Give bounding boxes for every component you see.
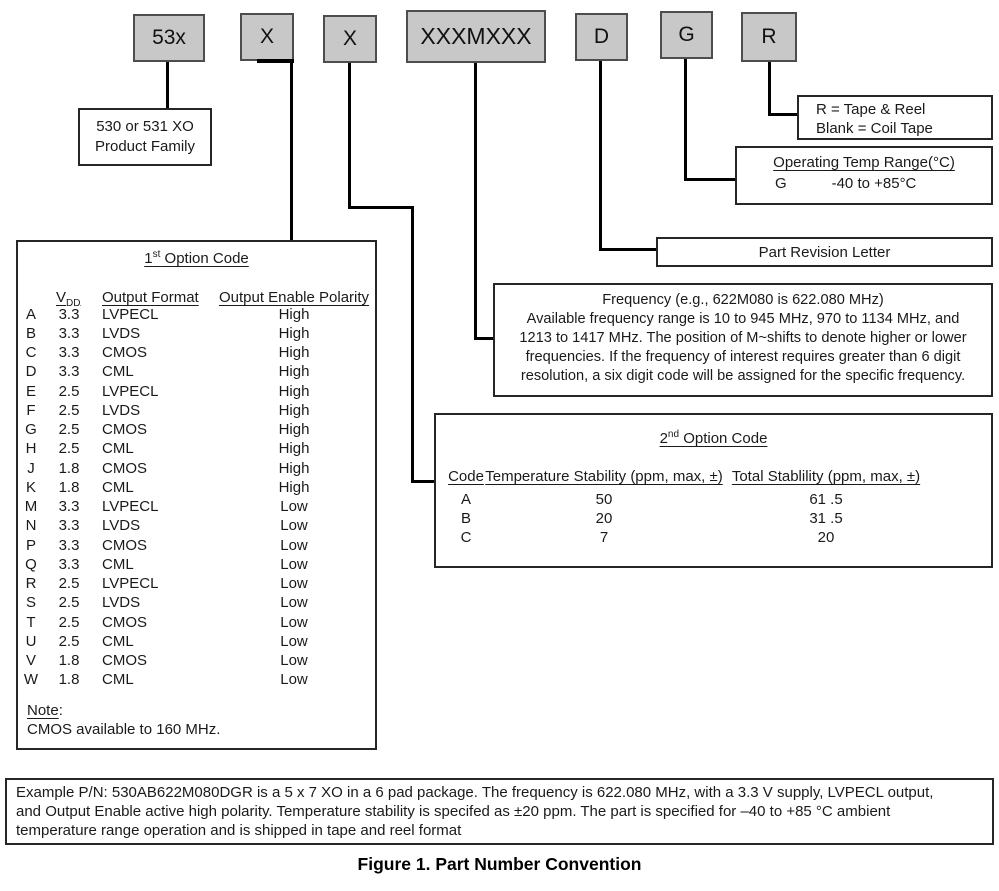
option2-header-total: Total Stablility (ppm, max, ±) [731, 468, 921, 485]
row-vdd: 3.3 [58, 517, 80, 534]
row-code: Q [25, 556, 37, 573]
frequency-line: resolution, a six digit code will be assigned for the specific frequency. [520, 368, 966, 384]
row-format: LVPECL [102, 306, 159, 323]
option1-row [18, 537, 375, 556]
row-vdd: 2.5 [58, 440, 80, 457]
row-code: M [24, 498, 38, 515]
option1-row [18, 421, 375, 440]
figure-caption: Figure 1. Part Number Convention [357, 854, 642, 874]
connector-temp-horizontal [684, 178, 736, 181]
row-temp-stability: 50 [595, 491, 613, 508]
callout-part-revision [656, 237, 993, 267]
temp-range-title-row [737, 154, 991, 171]
row-polarity: Low [280, 671, 308, 688]
option1-header-polarity: Output Enable Polarity [218, 289, 370, 306]
option2-title-num: 2 [659, 430, 668, 447]
row-code: F [26, 402, 36, 419]
row-polarity: Low [280, 594, 308, 611]
frequency-line: Available frequency range is 10 to 945 MHz, 970 to 1134 MHz, and [526, 311, 960, 327]
option1-header-polarity-cell [215, 289, 373, 306]
row-polarity: High [278, 421, 310, 438]
temp-range-title: Operating Temp Range(°C) [773, 154, 955, 171]
row-polarity: Low [280, 537, 308, 554]
field-box-product [133, 14, 205, 62]
row-format: CML [102, 671, 134, 688]
row-format: LVDS [102, 594, 141, 611]
row-format: CML [102, 633, 134, 650]
row-vdd: 1.8 [58, 460, 80, 477]
field-label: XXXMXXX [420, 23, 532, 49]
option1-title [144, 250, 249, 267]
field-box-frequency [406, 10, 546, 63]
row-vdd: 3.3 [58, 325, 80, 342]
row-vdd: 3.3 [58, 537, 80, 554]
row-polarity: Low [280, 556, 308, 573]
tape-reel-line1: R = Tape & Reel [816, 101, 926, 118]
row-vdd: 2.5 [58, 421, 80, 438]
option2-row [436, 510, 991, 529]
row-vdd: 1.8 [58, 671, 80, 688]
row-temp-stability: 7 [599, 529, 609, 546]
row-code: C [25, 344, 37, 361]
option1-row [18, 633, 375, 652]
row-code: A [460, 491, 471, 508]
connector-tape-vertical [768, 62, 771, 116]
row-vdd: 1.8 [58, 479, 80, 496]
row-format: CML [102, 556, 134, 573]
option2-row [436, 491, 991, 510]
row-format: CMOS [102, 344, 147, 361]
row-vdd: 2.5 [58, 383, 80, 400]
callout-product-family [78, 108, 212, 166]
row-polarity: Low [280, 575, 308, 592]
row-polarity: High [278, 325, 310, 342]
field-box-option1 [240, 13, 294, 61]
row-temp-stability: 20 [595, 510, 613, 527]
field-label: X [342, 27, 357, 50]
option1-row [18, 575, 375, 594]
option1-row [18, 556, 375, 575]
callout-temp-range [735, 146, 993, 205]
row-vdd: 2.5 [58, 402, 80, 419]
option1-table [16, 240, 377, 750]
option1-row [18, 517, 375, 536]
row-code: T [26, 614, 36, 631]
row-code: A [25, 306, 36, 323]
row-format: CML [102, 440, 134, 457]
row-polarity: High [278, 479, 310, 496]
option2-row [436, 529, 991, 548]
row-vdd: 3.3 [58, 498, 80, 515]
row-polarity: High [278, 363, 310, 380]
connector-option2-vertical-1 [348, 63, 351, 209]
frequency-line: frequencies. If the frequency of interest requires greater than 6 digit [525, 349, 961, 365]
row-code: W [23, 671, 39, 688]
vdd-symbol: V [56, 289, 67, 306]
field-label: X [259, 25, 274, 48]
example-line: Example P/N: 530AB622M080DGR is a 5 x 7 XO in a 6 pad package. The frequency is 622.080 MHz, with a 3.3 V supply, LVPECL output, [16, 784, 934, 801]
connector-temp-vertical [684, 59, 687, 181]
option1-row [18, 460, 375, 479]
connector-option1-vertical [290, 62, 293, 240]
tape-reel-line2: Blank = Coil Tape [816, 120, 933, 137]
row-polarity: High [278, 440, 310, 457]
field-label: R [761, 25, 777, 48]
row-format: LVDS [102, 402, 141, 419]
option1-row [18, 344, 375, 363]
row-vdd: 1.8 [58, 652, 80, 669]
option1-title-row [18, 249, 375, 267]
product-family-line2: Product Family [94, 138, 196, 155]
row-vdd: 2.5 [58, 594, 80, 611]
row-polarity: Low [280, 652, 308, 669]
temp-range-code: G [775, 175, 787, 192]
row-polarity: High [278, 306, 310, 323]
option2-header-code-cell [444, 468, 488, 485]
field-label: 53x [152, 26, 186, 49]
field-box-revision [575, 13, 628, 61]
connector-revision-vertical [599, 61, 602, 251]
option1-row [18, 440, 375, 459]
row-code: E [25, 383, 36, 400]
row-polarity: Low [280, 614, 308, 631]
connector-option2-horizontal-2 [411, 480, 435, 483]
row-format: CMOS [102, 460, 147, 477]
option1-row [18, 498, 375, 517]
row-code: C [460, 529, 472, 546]
option1-title-rest: Option Code [160, 250, 249, 267]
example-box [5, 778, 994, 845]
option2-header-total-cell [726, 468, 926, 485]
connector-option2-vertical-2 [411, 206, 414, 483]
note-colon: : [58, 702, 63, 719]
field-box-tape-reel [741, 12, 797, 62]
row-code: B [25, 325, 36, 342]
option1-title-sup: st [152, 249, 161, 260]
option1-row [18, 363, 375, 382]
option1-header-format: Output Format [102, 289, 199, 306]
field-box-option2 [323, 15, 377, 63]
frequency-line: Frequency (e.g., 622M080 is 622.080 MHz) [602, 292, 884, 308]
row-vdd: 3.3 [58, 556, 80, 573]
temp-range-value: -40 to +85°C [831, 175, 917, 192]
row-polarity: High [278, 383, 310, 400]
option2-title-sup: nd [667, 429, 680, 440]
part-revision-text: Part Revision Letter [758, 244, 891, 261]
connector-frequency-vertical [474, 63, 477, 340]
option1-row [18, 325, 375, 344]
row-code: H [25, 440, 37, 457]
option1-row [18, 383, 375, 402]
row-vdd: 2.5 [58, 575, 80, 592]
option1-row [18, 306, 375, 325]
option1-note-text: CMOS available to 160 MHz. [27, 721, 221, 738]
row-format: LVPECL [102, 383, 159, 400]
row-format: CML [102, 363, 134, 380]
note-label: Note [27, 702, 59, 719]
row-format: LVPECL [102, 498, 159, 515]
field-box-temp-range [660, 11, 713, 59]
row-code: G [25, 421, 37, 438]
row-format: CMOS [102, 614, 147, 631]
row-code: R [25, 575, 37, 592]
option2-title-rest: Option Code [679, 430, 768, 447]
row-code: K [25, 479, 36, 496]
option1-title-num: 1 [144, 250, 153, 267]
row-vdd: 3.3 [58, 363, 80, 380]
option1-row [18, 594, 375, 613]
row-code: N [25, 517, 37, 534]
vdd-subscript: DD [66, 298, 81, 309]
option2-header-temp: Temperature Stability (ppm, max, ±) [485, 468, 723, 485]
row-code: U [25, 633, 37, 650]
row-polarity: High [278, 460, 310, 477]
row-total-stability: 61 .5 [809, 491, 843, 508]
callout-frequency [493, 283, 993, 397]
row-vdd: 3.3 [58, 344, 80, 361]
row-code: S [25, 594, 36, 611]
connector-product-vertical [166, 62, 169, 108]
row-vdd: 3.3 [58, 306, 80, 323]
field-label: G [678, 23, 695, 46]
row-format: CMOS [102, 652, 147, 669]
row-format: LVDS [102, 325, 141, 342]
option1-row [18, 652, 375, 671]
option2-header-code: Code [448, 468, 484, 485]
row-polarity: High [278, 344, 310, 361]
callout-tape-reel [797, 95, 993, 140]
connector-revision-horizontal [599, 248, 657, 251]
row-polarity: Low [280, 633, 308, 650]
row-total-stability: 31 .5 [809, 510, 843, 527]
connector-option1-bottom-segment [257, 59, 294, 63]
row-code: D [25, 363, 37, 380]
frequency-line: 1213 to 1417 MHz. The position of M~shifts to denote higher or lower [519, 330, 967, 346]
row-code: P [25, 537, 36, 554]
connector-tape-horizontal [768, 113, 798, 116]
row-total-stability: 20 [817, 529, 835, 546]
row-polarity: Low [280, 498, 308, 515]
option2-table [434, 413, 993, 568]
option2-header-temp-cell [484, 468, 724, 485]
option1-note-label-row [27, 702, 63, 719]
option1-row [18, 671, 375, 690]
example-line: temperature range operation and is shipped in tape and reel format [16, 822, 462, 839]
option1-row [18, 614, 375, 633]
row-code: V [25, 652, 36, 669]
option2-header-row [436, 468, 991, 487]
row-vdd: 2.5 [58, 614, 80, 631]
option1-row [18, 479, 375, 498]
option2-title-row [436, 429, 991, 447]
field-label: D [593, 25, 610, 48]
row-format: CMOS [102, 421, 147, 438]
row-format: CML [102, 479, 134, 496]
example-line: and Output Enable active high polarity. Temperature stability is specifed as ±20 ppm. The part is specified for –40 to +85 °C ambient [16, 803, 891, 820]
row-polarity: High [278, 402, 310, 419]
row-vdd: 2.5 [58, 633, 80, 650]
row-format: LVDS [102, 517, 141, 534]
row-format: CMOS [102, 537, 147, 554]
row-format: LVPECL [102, 575, 159, 592]
option2-title [660, 430, 768, 447]
row-code: B [460, 510, 471, 527]
row-polarity: Low [280, 517, 308, 534]
product-family-line1: 530 or 531 XO [96, 118, 194, 135]
connector-option2-horizontal-1 [348, 206, 414, 209]
row-code: J [27, 460, 35, 477]
connector-frequency-horizontal [474, 337, 494, 340]
option1-row [18, 402, 375, 421]
